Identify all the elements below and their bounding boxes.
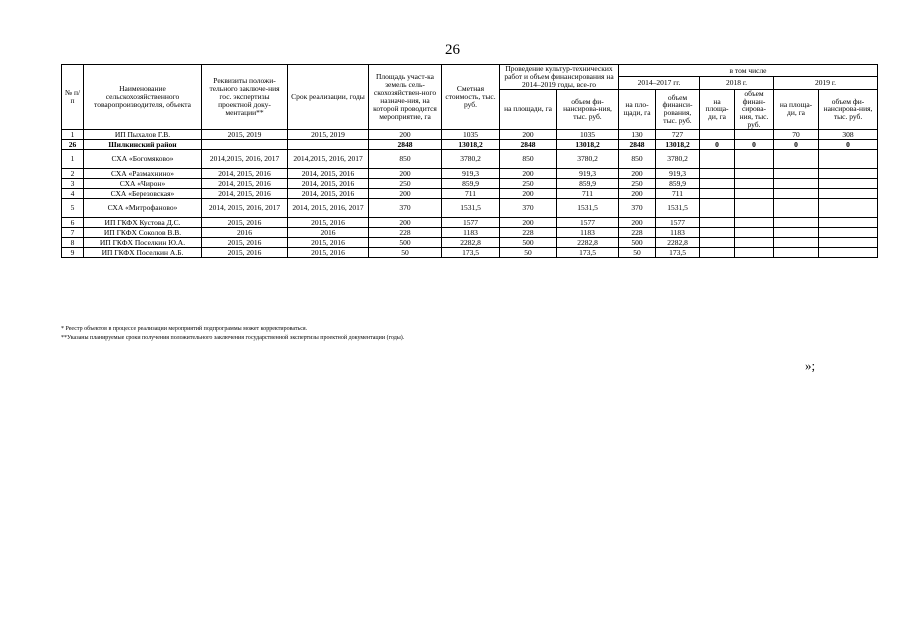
row-area-2019 — [774, 169, 819, 179]
row-cost: 13018,2 — [442, 140, 500, 150]
row-area: 850 — [369, 150, 442, 169]
row-area-2014-2017: 50 — [619, 248, 656, 258]
header-fin-2018: объем финан-сирова-ния, тыс. руб. — [735, 89, 774, 129]
row-fin-2014-2017: 1531,5 — [656, 199, 700, 218]
row-area-total: 370 — [500, 199, 557, 218]
row-area-2014-2017: 250 — [619, 179, 656, 189]
header-period-2014-2017: 2014–2017 гг. — [619, 77, 700, 89]
page-number: 26 — [445, 42, 460, 58]
row-cost: 1531,5 — [442, 199, 500, 218]
row-fin-total: 173,5 — [557, 248, 619, 258]
row-fin-2019 — [819, 238, 878, 248]
row-number: 3 — [62, 179, 84, 189]
row-term: 2016 — [288, 228, 369, 238]
row-area-total: 200 — [500, 218, 557, 228]
row-area-2019 — [774, 179, 819, 189]
header-works-group: Проведение культур-технических работ и объем финансирования на 2014–2019 годы, все-го — [500, 65, 619, 90]
row-area-2018: 0 — [700, 140, 735, 150]
row-requisites: 2014, 2015, 2016 — [202, 189, 288, 199]
closing-quote-mark: »; — [805, 358, 816, 373]
row-fin-total: 711 — [557, 189, 619, 199]
row-cost: 1183 — [442, 228, 500, 238]
table-row — [62, 130, 878, 140]
table-row — [62, 218, 878, 228]
row-area-total: 2848 — [500, 140, 557, 150]
row-area-2014-2017: 200 — [619, 218, 656, 228]
row-fin-2018 — [735, 179, 774, 189]
row-fin-2018 — [735, 199, 774, 218]
table-row — [62, 169, 878, 179]
table-row — [62, 199, 878, 218]
row-area-total: 200 — [500, 130, 557, 140]
row-fin-total: 2282,8 — [557, 238, 619, 248]
row-number: 7 — [62, 228, 84, 238]
row-fin-2014-2017: 1183 — [656, 228, 700, 238]
row-area-2014-2017: 228 — [619, 228, 656, 238]
row-term: 2014, 2015, 2016, 2017 — [288, 199, 369, 218]
header-name: Наименование сельскохозяйственного товаропроизводителя, объекта — [84, 65, 202, 130]
table-row — [62, 150, 878, 169]
row-area-2019: 0 — [774, 140, 819, 150]
row-fin-2018 — [735, 238, 774, 248]
row-area-total: 200 — [500, 169, 557, 179]
row-fin-2019 — [819, 169, 878, 179]
row-fin-2014-2017: 3780,2 — [656, 150, 700, 169]
row-number: 1 — [62, 130, 84, 140]
row-number: 9 — [62, 248, 84, 258]
row-area-total: 850 — [500, 150, 557, 169]
row-fin-2018 — [735, 169, 774, 179]
row-area-2018 — [700, 199, 735, 218]
row-area-total: 250 — [500, 179, 557, 189]
row-cost: 859,9 — [442, 179, 500, 189]
row-area: 200 — [369, 130, 442, 140]
table-row — [62, 238, 878, 248]
row-fin-total: 13018,2 — [557, 140, 619, 150]
header-area-2018: на площа-ди, га — [700, 89, 735, 129]
row-name: СХА «Митрофаново» — [84, 199, 202, 218]
row-area-2019 — [774, 228, 819, 238]
row-requisites — [202, 140, 288, 150]
row-area-2018 — [700, 248, 735, 258]
row-fin-total: 1577 — [557, 218, 619, 228]
row-cost: 711 — [442, 189, 500, 199]
row-fin-2018 — [735, 189, 774, 199]
row-area-2018 — [700, 169, 735, 179]
row-area-2014-2017: 850 — [619, 150, 656, 169]
header-year-2019: 2019 г. — [774, 77, 878, 89]
row-area: 250 — [369, 179, 442, 189]
row-area-total: 200 — [500, 189, 557, 199]
row-term: 2015, 2019 — [288, 130, 369, 140]
row-requisites: 2015, 2016 — [202, 218, 288, 228]
row-number: 26 — [62, 140, 84, 150]
header-area-2019: на площа-ди, га — [774, 89, 819, 129]
row-fin-total: 1035 — [557, 130, 619, 140]
row-area-total: 50 — [500, 248, 557, 258]
row-term — [288, 140, 369, 150]
row-cost: 1577 — [442, 218, 500, 228]
row-fin-2014-2017: 173,5 — [656, 248, 700, 258]
header-area-total: на площади, га — [500, 89, 557, 129]
row-fin-2019 — [819, 228, 878, 238]
row-requisites: 2015, 2016 — [202, 238, 288, 248]
row-fin-2014-2017: 13018,2 — [656, 140, 700, 150]
row-area-2019 — [774, 238, 819, 248]
row-fin-2018 — [735, 248, 774, 258]
row-requisites: 2016 — [202, 228, 288, 238]
row-area-2014-2017: 500 — [619, 238, 656, 248]
row-area-2018 — [700, 238, 735, 248]
table-row — [62, 189, 878, 199]
program-table — [61, 64, 878, 258]
row-area-2019: 70 — [774, 130, 819, 140]
row-area-2018 — [700, 130, 735, 140]
row-number: 5 — [62, 199, 84, 218]
row-fin-2019: 308 — [819, 130, 878, 140]
row-name: СХА «Богомяково» — [84, 150, 202, 169]
row-area-2018 — [700, 228, 735, 238]
header-fin-2014-2017: объем финанси-рования, тыс. руб. — [656, 89, 700, 129]
row-name: ИП ГКФХ Поселкин А.Б. — [84, 248, 202, 258]
footnote-registry: * Реестр объектов в процессе реализации мероприятий подпрограммы может корректироваться. — [61, 326, 308, 332]
row-name: ИП Пыхалов Г.В. — [84, 130, 202, 140]
row-number: 2 — [62, 169, 84, 179]
row-number: 1 — [62, 150, 84, 169]
row-area-2014-2017: 200 — [619, 169, 656, 179]
header-num: № п/п — [62, 65, 84, 130]
row-requisites: 2014, 2015, 2016, 2017 — [202, 199, 288, 218]
row-fin-total: 1531,5 — [557, 199, 619, 218]
row-number: 8 — [62, 238, 84, 248]
table-row — [62, 140, 878, 150]
row-term: 2015, 2016 — [288, 218, 369, 228]
row-name: ИП ГКФХ Поселкин Ю.А. — [84, 238, 202, 248]
row-number: 6 — [62, 218, 84, 228]
row-requisites: 2014,2015, 2016, 2017 — [202, 150, 288, 169]
row-area-2019 — [774, 150, 819, 169]
table-body — [62, 130, 878, 258]
row-area: 500 — [369, 238, 442, 248]
row-fin-total: 1183 — [557, 228, 619, 238]
row-area-2014-2017: 2848 — [619, 140, 656, 150]
row-fin-2018 — [735, 218, 774, 228]
row-area-2014-2017: 130 — [619, 130, 656, 140]
row-number: 4 — [62, 189, 84, 199]
header-requisites: Реквизиты положи-тельного заключе-ния гос. экспертизы проектной доку-ментации** — [202, 65, 288, 130]
row-fin-2019 — [819, 248, 878, 258]
header-year-2018: 2018 г. — [700, 77, 774, 89]
row-fin-2014-2017: 859,9 — [656, 179, 700, 189]
row-area: 370 — [369, 199, 442, 218]
row-fin-2019: 0 — [819, 140, 878, 150]
row-fin-2019 — [819, 179, 878, 189]
row-area-2018 — [700, 218, 735, 228]
row-name: СХА «Чирон» — [84, 179, 202, 189]
footnote-expertise: **Указаны планируемые сроки получения положительного заключения государственной экспертизы проектной документации (годы). — [61, 335, 405, 341]
row-fin-2018 — [735, 228, 774, 238]
row-fin-2019 — [819, 199, 878, 218]
row-fin-2018: 0 — [735, 140, 774, 150]
header-cost: Сметная стоимость, тыс. руб. — [442, 65, 500, 130]
header-fin-total: объем фи-нансирова-ния, тыс. руб. — [557, 89, 619, 129]
row-name: Шилкинский район — [84, 140, 202, 150]
row-term: 2015, 2016 — [288, 238, 369, 248]
row-area-2019 — [774, 248, 819, 258]
row-area-total: 500 — [500, 238, 557, 248]
row-fin-2014-2017: 727 — [656, 130, 700, 140]
row-area-2018 — [700, 189, 735, 199]
row-name: ИП ГКФХ Кустова Д.С. — [84, 218, 202, 228]
row-fin-2018 — [735, 130, 774, 140]
row-fin-2014-2017: 1577 — [656, 218, 700, 228]
row-term: 2014, 2015, 2016 — [288, 179, 369, 189]
header-term: Срок реализации, годы — [288, 65, 369, 130]
row-area-2019 — [774, 218, 819, 228]
row-term: 2015, 2016 — [288, 248, 369, 258]
row-area-2019 — [774, 199, 819, 218]
row-fin-2018 — [735, 150, 774, 169]
row-requisites: 2014, 2015, 2016 — [202, 169, 288, 179]
table-row — [62, 179, 878, 189]
header-area-2014-2017: на пло-щади, га — [619, 89, 656, 129]
header-fin-2019: объем фи-нансирова-ния, тыс. руб. — [819, 89, 878, 129]
row-requisites: 2015, 2019 — [202, 130, 288, 140]
row-area: 50 — [369, 248, 442, 258]
row-fin-2014-2017: 2282,8 — [656, 238, 700, 248]
row-area-total: 228 — [500, 228, 557, 238]
row-cost: 173,5 — [442, 248, 500, 258]
row-name: ИП ГКФХ Соколов В.В. — [84, 228, 202, 238]
header-area: Площадь участ-ка земель сель-скохозяйствен-ного назначе-ния, на которой проводится мероприятие, га — [369, 65, 442, 130]
header-including: в том числе — [619, 65, 878, 77]
row-fin-2014-2017: 919,3 — [656, 169, 700, 179]
row-requisites: 2015, 2016 — [202, 248, 288, 258]
row-fin-2019 — [819, 218, 878, 228]
row-area-2018 — [700, 150, 735, 169]
row-area: 2848 — [369, 140, 442, 150]
row-area-2018 — [700, 179, 735, 189]
row-fin-2019 — [819, 150, 878, 169]
table-row — [62, 228, 878, 238]
row-area-2019 — [774, 189, 819, 199]
row-fin-2014-2017: 711 — [656, 189, 700, 199]
row-cost: 919,3 — [442, 169, 500, 179]
row-cost: 1035 — [442, 130, 500, 140]
row-requisites: 2014, 2015, 2016 — [202, 179, 288, 189]
row-area-2014-2017: 370 — [619, 199, 656, 218]
row-fin-2019 — [819, 189, 878, 199]
row-fin-total: 3780,2 — [557, 150, 619, 169]
row-name: СХА «Березовская» — [84, 189, 202, 199]
row-cost: 2282,8 — [442, 238, 500, 248]
row-cost: 3780,2 — [442, 150, 500, 169]
row-name: СХА «Размахнино» — [84, 169, 202, 179]
row-term: 2014,2015, 2016, 2017 — [288, 150, 369, 169]
row-term: 2014, 2015, 2016 — [288, 189, 369, 199]
row-area-2014-2017: 200 — [619, 189, 656, 199]
row-term: 2014, 2015, 2016 — [288, 169, 369, 179]
row-fin-total: 919,3 — [557, 169, 619, 179]
row-fin-total: 859,9 — [557, 179, 619, 189]
row-area: 228 — [369, 228, 442, 238]
row-area: 200 — [369, 218, 442, 228]
table-row — [62, 248, 878, 258]
row-area: 200 — [369, 169, 442, 179]
row-area: 200 — [369, 189, 442, 199]
